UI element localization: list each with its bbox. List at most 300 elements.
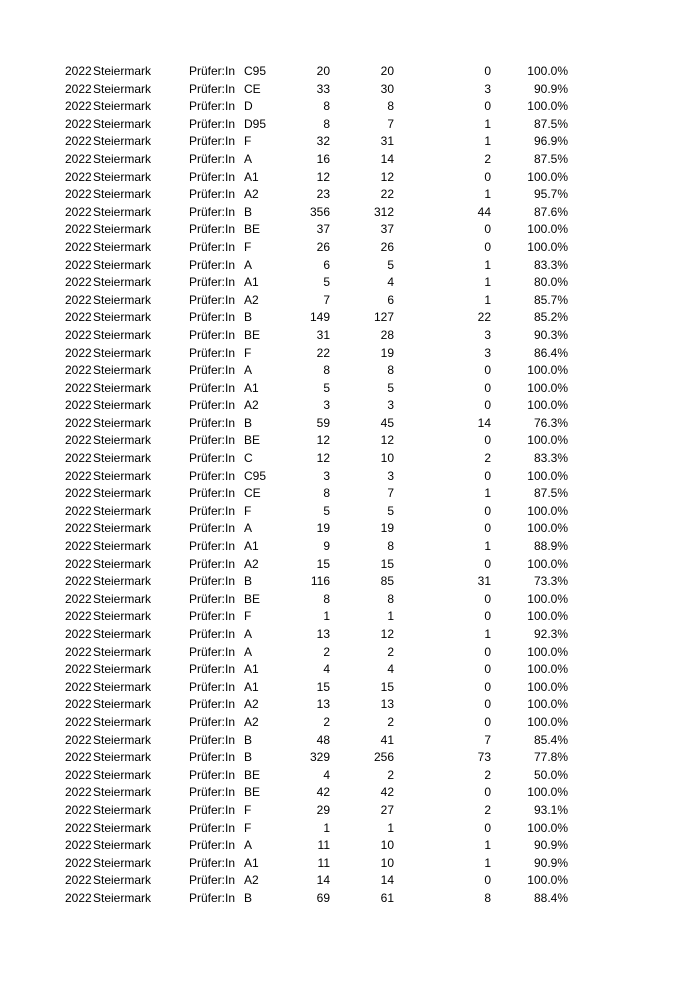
cell-pass-rate: 90.3%	[533, 327, 568, 342]
cell-license-class: C95	[244, 64, 267, 78]
cell-region: Steiermark	[93, 714, 152, 729]
cell-region: Steiermark	[93, 732, 152, 747]
cell-region: Steiermark	[93, 451, 152, 466]
cell-failed: 1	[484, 855, 491, 870]
cell-year: 2022	[65, 415, 92, 430]
cell-year: 2022	[65, 785, 92, 800]
cell-failed: 1	[484, 627, 491, 641]
cell-passed: 14	[380, 873, 394, 888]
cell-license-class: B	[244, 574, 253, 589]
cell-pass-rate: 100.0%	[527, 363, 568, 378]
cell-total: 69	[316, 890, 330, 905]
cell-license-class: A1	[244, 275, 259, 290]
cell-role: Prüfer:In	[189, 222, 236, 237]
cell-total: 8	[323, 99, 330, 114]
table-row	[0, 696, 700, 714]
cell-region: Steiermark	[93, 486, 152, 501]
cell-passed: 6	[387, 292, 394, 307]
cell-license-class: B	[244, 204, 253, 219]
cell-license-class: A	[244, 644, 253, 659]
cell-total: 116	[310, 574, 330, 589]
cell-total: 356	[309, 204, 330, 219]
cell-passed: 12	[380, 627, 394, 641]
cell-pass-rate: 83.3%	[533, 451, 568, 466]
cell-license-class: F	[244, 134, 252, 149]
table-row	[0, 714, 700, 732]
cell-region: Steiermark	[93, 750, 152, 765]
cell-region: Steiermark	[93, 627, 152, 641]
cell-passed: 42	[380, 785, 394, 800]
cell-total: 14	[316, 873, 330, 888]
table-row	[0, 626, 700, 644]
cell-year: 2022	[65, 345, 92, 360]
cell-year: 2022	[65, 187, 92, 202]
cell-year: 2022	[65, 574, 92, 589]
table-row	[0, 397, 700, 415]
cell-role: Prüfer:In	[189, 838, 236, 853]
cell-total: 29	[316, 802, 330, 817]
cell-pass-rate: 77.8%	[533, 750, 568, 765]
cell-license-class: F	[244, 802, 252, 817]
cell-total: 8	[323, 116, 330, 131]
cell-passed: 8	[387, 539, 394, 554]
cell-role: Prüfer:In	[189, 767, 236, 782]
cell-role: Prüfer:In	[189, 468, 236, 483]
cell-region: Steiermark	[93, 116, 152, 131]
table-row	[0, 485, 700, 503]
cell-passed: 8	[387, 591, 394, 606]
cell-passed: 13	[380, 697, 394, 712]
cell-passed: 5	[387, 503, 394, 518]
cell-total: 26	[316, 239, 330, 254]
cell-failed: 3	[484, 81, 491, 96]
cell-pass-rate: 100.0%	[527, 468, 568, 483]
table-row	[0, 98, 700, 116]
cell-region: Steiermark	[93, 433, 152, 448]
cell-license-class: D95	[244, 116, 267, 131]
cell-license-class: F	[244, 345, 252, 360]
table-row	[0, 538, 700, 556]
cell-pass-rate: 100.0%	[527, 609, 568, 624]
cell-pass-rate: 100.0%	[527, 820, 568, 835]
cell-passed: 312	[373, 204, 394, 219]
cell-role: Prüfer:In	[189, 415, 236, 430]
cell-total: 32	[316, 134, 330, 149]
cell-year: 2022	[65, 169, 92, 184]
cell-role: Prüfer:In	[189, 433, 236, 448]
cell-role: Prüfer:In	[189, 644, 236, 659]
cell-pass-rate: 93.1%	[533, 802, 568, 817]
cell-year: 2022	[65, 239, 92, 254]
cell-role: Prüfer:In	[189, 591, 236, 606]
cell-total: 12	[316, 169, 330, 184]
cell-year: 2022	[65, 662, 92, 677]
cell-total: 19	[316, 521, 330, 536]
cell-passed: 85	[380, 574, 394, 589]
cell-pass-rate: 100.0%	[527, 679, 568, 694]
cell-pass-rate: 87.5%	[533, 486, 568, 501]
cell-year: 2022	[65, 873, 92, 888]
cell-pass-rate: 88.9%	[533, 539, 568, 554]
cell-passed: 8	[387, 363, 394, 378]
cell-region: Steiermark	[93, 503, 152, 518]
cell-failed: 0	[484, 169, 491, 184]
cell-pass-rate: 100.0%	[527, 785, 568, 800]
cell-passed: 10	[380, 451, 394, 466]
cell-total: 12	[316, 433, 330, 448]
cell-year: 2022	[65, 521, 92, 536]
cell-total: 3	[323, 468, 330, 483]
cell-pass-rate: 73.3%	[533, 574, 568, 589]
table-row	[0, 81, 700, 99]
cell-year: 2022	[65, 750, 92, 765]
cell-region: Steiermark	[93, 239, 152, 254]
cell-license-class: B	[244, 750, 253, 765]
cell-license-class: A1	[244, 539, 259, 554]
cell-region: Steiermark	[93, 539, 152, 554]
cell-failed: 0	[484, 697, 491, 712]
table-row	[0, 749, 700, 767]
cell-license-class: F	[244, 820, 252, 835]
cell-role: Prüfer:In	[189, 345, 236, 360]
cell-pass-rate: 100.0%	[527, 714, 568, 729]
cell-region: Steiermark	[93, 767, 152, 782]
cell-region: Steiermark	[93, 222, 152, 237]
table-row	[0, 520, 700, 538]
cell-pass-rate: 100.0%	[527, 697, 568, 712]
cell-region: Steiermark	[93, 415, 152, 430]
cell-total: 4	[323, 767, 330, 782]
cell-role: Prüfer:In	[189, 116, 236, 131]
cell-license-class: A1	[244, 855, 259, 870]
cell-role: Prüfer:In	[189, 151, 236, 166]
table-row	[0, 257, 700, 275]
cell-region: Steiermark	[93, 574, 152, 589]
cell-pass-rate: 100.0%	[527, 64, 568, 78]
cell-total: 20	[316, 64, 330, 78]
cell-region: Steiermark	[93, 820, 152, 835]
cell-role: Prüfer:In	[189, 609, 236, 624]
table-row	[0, 468, 700, 486]
cell-passed: 2	[387, 644, 394, 659]
cell-failed: 22	[477, 310, 491, 325]
cell-passed: 5	[387, 380, 394, 395]
cell-region: Steiermark	[93, 802, 152, 817]
table-row	[0, 644, 700, 662]
cell-role: Prüfer:In	[189, 64, 236, 78]
cell-failed: 0	[484, 591, 491, 606]
cell-year: 2022	[65, 204, 92, 219]
cell-year: 2022	[65, 556, 92, 571]
cell-region: Steiermark	[93, 679, 152, 694]
cell-pass-rate: 100.0%	[527, 556, 568, 571]
table-row	[0, 169, 700, 187]
cell-role: Prüfer:In	[189, 81, 236, 96]
cell-license-class: A1	[244, 662, 259, 677]
cell-pass-rate: 85.7%	[533, 292, 568, 307]
cell-passed: 4	[387, 662, 394, 677]
cell-role: Prüfer:In	[189, 398, 236, 413]
cell-passed: 61	[380, 890, 394, 905]
cell-year: 2022	[65, 591, 92, 606]
cell-total: 1	[323, 609, 330, 624]
cell-region: Steiermark	[93, 327, 152, 342]
cell-license-class: A	[244, 521, 253, 536]
cell-role: Prüfer:In	[189, 873, 236, 888]
cell-license-class: A2	[244, 398, 259, 413]
cell-total: 5	[323, 380, 330, 395]
cell-year: 2022	[65, 820, 92, 835]
cell-year: 2022	[65, 838, 92, 853]
cell-region: Steiermark	[93, 134, 152, 149]
cell-pass-rate: 100.0%	[527, 433, 568, 448]
cell-role: Prüfer:In	[189, 169, 236, 184]
cell-passed: 10	[380, 855, 394, 870]
cell-year: 2022	[65, 802, 92, 817]
cell-total: 23	[316, 187, 330, 202]
cell-region: Steiermark	[93, 468, 152, 483]
cell-pass-rate: 100.0%	[527, 662, 568, 677]
cell-total: 31	[316, 327, 330, 342]
cell-passed: 37	[380, 222, 394, 237]
cell-failed: 73	[477, 750, 491, 765]
cell-pass-rate: 85.4%	[533, 732, 568, 747]
cell-total: 8	[323, 363, 330, 378]
cell-pass-rate: 100.0%	[527, 239, 568, 254]
cell-pass-rate: 100.0%	[527, 398, 568, 413]
cell-pass-rate: 95.7%	[533, 187, 568, 202]
cell-region: Steiermark	[93, 204, 152, 219]
cell-region: Steiermark	[93, 838, 152, 853]
cell-year: 2022	[65, 503, 92, 518]
cell-failed: 0	[484, 556, 491, 571]
data-table	[0, 63, 700, 908]
cell-role: Prüfer:In	[189, 627, 236, 641]
cell-total: 149	[309, 310, 330, 325]
cell-passed: 3	[387, 468, 394, 483]
cell-failed: 14	[477, 415, 491, 430]
cell-total: 2	[323, 714, 330, 729]
cell-pass-rate: 90.9%	[533, 855, 568, 870]
cell-total: 33	[316, 81, 330, 96]
cell-total: 22	[316, 345, 330, 360]
cell-license-class: BE	[244, 433, 261, 448]
cell-passed: 12	[380, 169, 394, 184]
table-row	[0, 133, 700, 151]
cell-pass-rate: 100.0%	[527, 644, 568, 659]
table-row	[0, 221, 700, 239]
cell-total: 59	[316, 415, 330, 430]
cell-region: Steiermark	[93, 275, 152, 290]
table-row	[0, 872, 700, 890]
cell-role: Prüfer:In	[189, 521, 236, 536]
cell-role: Prüfer:In	[189, 451, 236, 466]
cell-role: Prüfer:In	[189, 292, 236, 307]
cell-pass-rate: 100.0%	[527, 521, 568, 536]
cell-role: Prüfer:In	[189, 539, 236, 554]
cell-passed: 256	[373, 750, 394, 765]
cell-failed: 0	[484, 99, 491, 114]
cell-license-class: A	[244, 627, 253, 641]
table-row	[0, 679, 700, 697]
cell-failed: 1	[484, 292, 491, 307]
table-row	[0, 274, 700, 292]
cell-total: 12	[316, 451, 330, 466]
table-row	[0, 802, 700, 820]
cell-license-class: A2	[244, 292, 259, 307]
cell-license-class: BE	[244, 785, 261, 800]
cell-passed: 2	[387, 714, 394, 729]
cell-failed: 2	[484, 151, 491, 166]
cell-region: Steiermark	[93, 169, 152, 184]
cell-region: Steiermark	[93, 292, 152, 307]
cell-failed: 2	[484, 802, 491, 817]
cell-role: Prüfer:In	[189, 275, 236, 290]
cell-passed: 2	[387, 767, 394, 782]
cell-year: 2022	[65, 732, 92, 747]
cell-failed: 0	[484, 433, 491, 448]
cell-region: Steiermark	[93, 890, 152, 905]
cell-region: Steiermark	[93, 662, 152, 677]
cell-year: 2022	[65, 151, 92, 166]
cell-region: Steiermark	[93, 64, 152, 78]
cell-pass-rate: 90.9%	[533, 838, 568, 853]
table-row	[0, 292, 700, 310]
cell-failed: 0	[484, 363, 491, 378]
cell-passed: 26	[380, 239, 394, 254]
cell-region: Steiermark	[93, 591, 152, 606]
cell-failed: 0	[484, 714, 491, 729]
cell-year: 2022	[65, 855, 92, 870]
cell-passed: 45	[380, 415, 394, 430]
cell-passed: 127	[373, 310, 394, 325]
cell-passed: 14	[380, 151, 394, 166]
table-row	[0, 556, 700, 574]
cell-region: Steiermark	[93, 151, 152, 166]
cell-failed: 0	[484, 785, 491, 800]
cell-failed: 2	[484, 767, 491, 782]
cell-pass-rate: 100.0%	[527, 222, 568, 237]
cell-passed: 30	[380, 81, 394, 96]
cell-pass-rate: 88.4%	[533, 890, 568, 905]
cell-role: Prüfer:In	[189, 99, 236, 114]
cell-failed: 0	[484, 64, 491, 78]
cell-passed: 27	[380, 802, 394, 817]
cell-year: 2022	[65, 222, 92, 237]
cell-passed: 8	[387, 99, 394, 114]
cell-license-class: A2	[244, 697, 259, 712]
table-row	[0, 239, 700, 257]
cell-year: 2022	[65, 644, 92, 659]
cell-passed: 22	[380, 187, 394, 202]
table-row	[0, 432, 700, 450]
cell-total: 37	[316, 222, 330, 237]
cell-license-class: CE	[244, 486, 261, 501]
cell-license-class: B	[244, 415, 253, 430]
cell-role: Prüfer:In	[189, 187, 236, 202]
cell-role: Prüfer:In	[189, 257, 236, 272]
cell-license-class: A	[244, 257, 253, 272]
cell-passed: 20	[380, 64, 394, 78]
cell-passed: 1	[387, 820, 394, 835]
table-row	[0, 855, 700, 873]
cell-year: 2022	[65, 486, 92, 501]
cell-total: 13	[316, 627, 330, 641]
cell-passed: 41	[380, 732, 394, 747]
table-row	[0, 820, 700, 838]
cell-failed: 0	[484, 503, 491, 518]
cell-region: Steiermark	[93, 99, 152, 114]
cell-pass-rate: 90.9%	[533, 81, 568, 96]
cell-total: 42	[316, 785, 330, 800]
cell-region: Steiermark	[93, 187, 152, 202]
cell-failed: 1	[484, 486, 491, 501]
cell-role: Prüfer:In	[189, 363, 236, 378]
cell-year: 2022	[65, 679, 92, 694]
table-row	[0, 116, 700, 134]
cell-license-class: BE	[244, 222, 261, 237]
cell-total: 16	[316, 151, 330, 166]
cell-total: 15	[316, 679, 330, 694]
cell-total: 3	[323, 398, 330, 413]
cell-pass-rate: 87.5%	[533, 151, 568, 166]
cell-region: Steiermark	[93, 873, 152, 888]
cell-failed: 0	[484, 609, 491, 624]
cell-total: 48	[316, 732, 330, 747]
cell-failed: 8	[484, 890, 491, 905]
cell-role: Prüfer:In	[189, 679, 236, 694]
cell-role: Prüfer:In	[189, 785, 236, 800]
table-row	[0, 186, 700, 204]
cell-pass-rate: 87.5%	[533, 116, 568, 131]
cell-role: Prüfer:In	[189, 890, 236, 905]
cell-region: Steiermark	[93, 363, 152, 378]
table-row	[0, 450, 700, 468]
cell-total: 11	[317, 838, 330, 853]
cell-passed: 19	[380, 521, 394, 536]
cell-role: Prüfer:In	[189, 380, 236, 395]
cell-region: Steiermark	[93, 855, 152, 870]
cell-failed: 0	[484, 820, 491, 835]
cell-total: 11	[317, 855, 330, 870]
table-row	[0, 63, 700, 81]
cell-license-class: BE	[244, 767, 261, 782]
cell-license-class: A1	[244, 169, 259, 184]
table-row	[0, 415, 700, 433]
cell-failed: 0	[484, 239, 491, 254]
table-row	[0, 591, 700, 609]
cell-failed: 7	[484, 732, 491, 747]
cell-total: 13	[316, 697, 330, 712]
cell-year: 2022	[65, 310, 92, 325]
cell-failed: 3	[484, 345, 491, 360]
cell-passed: 1	[387, 609, 394, 624]
cell-region: Steiermark	[93, 609, 152, 624]
cell-license-class: C	[244, 451, 253, 466]
cell-passed: 15	[380, 679, 394, 694]
cell-failed: 0	[484, 662, 491, 677]
cell-pass-rate: 83.3%	[533, 257, 568, 272]
cell-role: Prüfer:In	[189, 327, 236, 342]
cell-total: 9	[323, 539, 330, 554]
cell-total: 5	[323, 275, 330, 290]
cell-passed: 4	[387, 275, 394, 290]
cell-failed: 1	[484, 539, 491, 554]
cell-role: Prüfer:In	[189, 714, 236, 729]
cell-failed: 31	[477, 574, 491, 589]
cell-failed: 44	[477, 204, 491, 219]
cell-failed: 1	[484, 116, 491, 131]
